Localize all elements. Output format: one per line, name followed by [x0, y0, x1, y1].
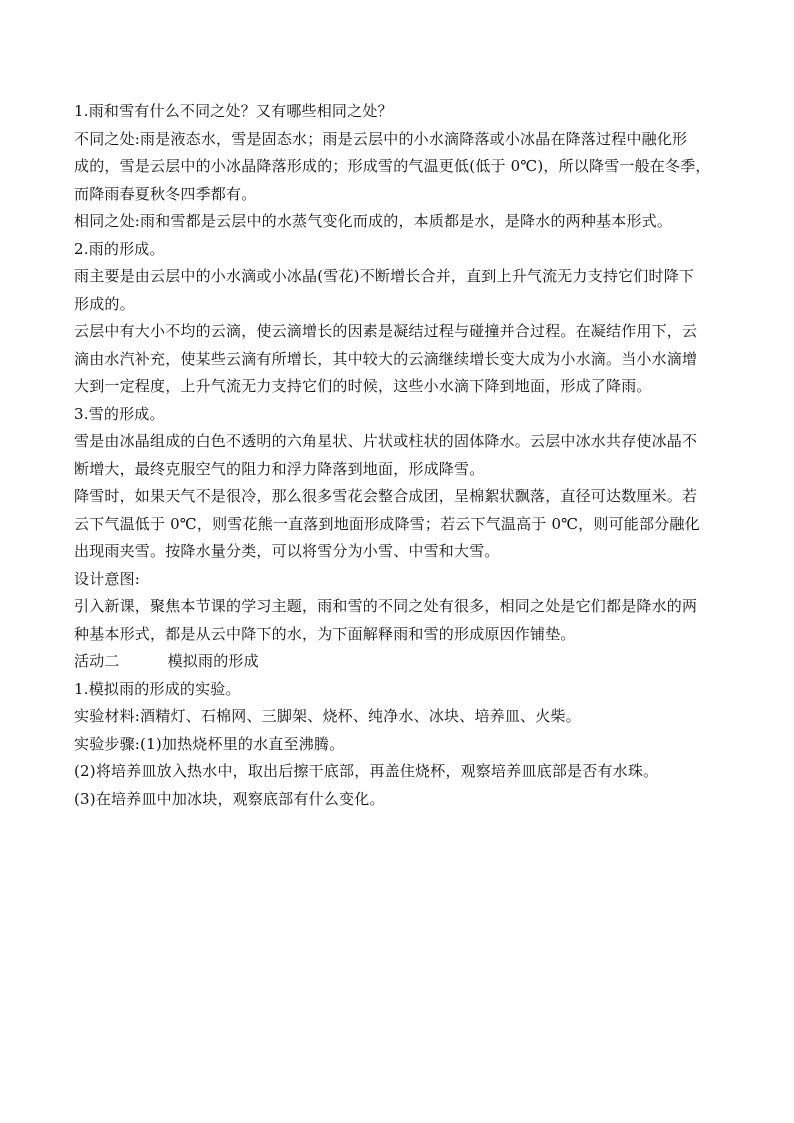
- question-heading-1: 1.雨和雪有什么不同之处？又有哪些相同之处？: [74, 102, 393, 120]
- paragraph-line: 形成的。: [74, 294, 135, 313]
- experiment-materials: 实验材料:酒精灯、石棉网、三脚架、烧杯、纯净水、冰块、培养皿、火柴。: [74, 707, 581, 725]
- experiment-step: (2)将培养皿放入热水中，取出后擦干底部，再盖住烧杯，观察培养皿底部是否有水珠。: [74, 762, 659, 780]
- paragraph-line: 大到一定程度，上升气流无力支持它们的时候，这些小水滴下降到地面，形成了降雨。: [74, 377, 652, 395]
- paragraph-line: 滴由水汽补充，使某些云滴有所增长，其中较大的云滴继续增长变大成为小水滴。当小水滴增: [74, 349, 698, 368]
- paragraph-line: 雨主要是由云层中的小水滴或小冰晶(雪花)不断增长合并，直到上升气流无力支持它们时降下: [74, 267, 695, 285]
- activity-heading: [74, 648, 730, 676]
- paragraph-line: 云层中有大小不均的云滴，使云滴增长的因素是凝结过程与碰撞并合过程。在凝结作用下，云: [74, 322, 698, 340]
- section-heading-snow: 3.雪的形成。: [74, 404, 165, 423]
- design-intent-heading: 设计意图:: [74, 569, 141, 588]
- paragraph-line: 断增大，最终克服空气的阻力和浮力降落到地面，形成降雪。: [74, 459, 485, 478]
- activity-label: 活动二: [74, 652, 120, 670]
- paragraph-line: 出现雨夹雪。按降水量分类，可以将雪分为小雪、中雪和大雪。: [74, 542, 500, 560]
- paragraph-line: 云下气温低于 0℃，则雪花熊一直落到地面形成降雪；若云下气温高于 0℃，则可能部分融化: [74, 514, 700, 533]
- experiment-step: 实验步骤:(1)加热烧杯里的水直至沸腾。: [74, 734, 345, 753]
- paragraph-line: 而降雨春夏秋冬四季都有。: [74, 184, 257, 203]
- paragraph-line: 雪是由冰晶组成的白色不透明的六角星状、片状或柱状的固体降水。云层中冰水共存使冰晶不: [74, 432, 698, 450]
- experiment-step: (3)在培养皿中加冰块，观察底部有什么变化。: [74, 789, 385, 808]
- experiment-heading: 1.模拟雨的形成的实验。: [74, 679, 241, 698]
- document-page: [74, 98, 730, 813]
- paragraph-line: 不同之处:雨是液态水，雪是固态水；雨是云层中的小水滴降落或小冰晶在降落过程中融化形: [74, 129, 688, 148]
- activity-title: 模拟雨的形成: [167, 652, 259, 670]
- paragraph-line: 相同之处:雨和雪都是云层中的水蒸气变化而成的，本质都是水，是降水的两种基本形式。: [74, 212, 673, 230]
- paragraph-line: 降雪时，如果天气不是很冷，那么很多雪花会整合成团，呈棉絮状飘落，直径可达数厘米。若: [74, 487, 698, 505]
- section-heading-rain: 2.雨的形成。: [74, 239, 165, 258]
- paragraph-line: 引入新课，聚焦本节课的学习主题，雨和雪的不同之处有很多，相同之处是它们都是降水的两: [74, 597, 698, 615]
- paragraph-line: 成的，雪是云层中的小冰晶降落形成的；形成雪的气温更低(低于 0℃)，所以降雪一般在冬季，: [74, 157, 711, 175]
- paragraph-line: 种基本形式，都是从云中降下的水，为下面解释雨和雪的形成原因作铺垫。: [74, 624, 576, 643]
